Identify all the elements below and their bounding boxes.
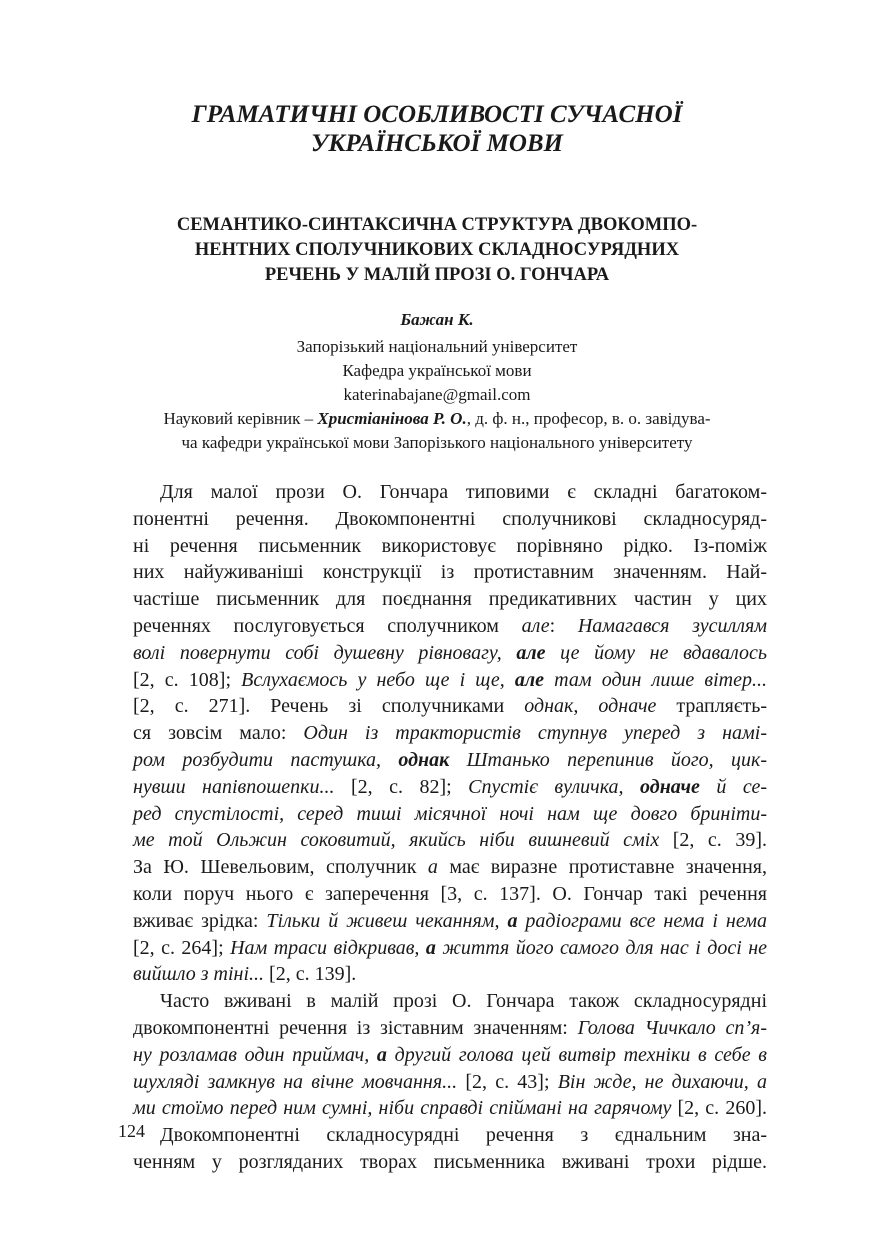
text-line — [133, 908, 767, 935]
section-title-line: УКРАЇНСЬКОЇ МОВИ — [310, 130, 563, 157]
section-title-line: ГРАМАТИЧНІ ОСОБЛИВОСТІ СУЧАСНОЇ — [191, 101, 683, 128]
italic-quote: але — [521, 614, 550, 637]
text-line — [133, 1095, 767, 1122]
italic-quote: радіограми все нема і нема — [517, 909, 767, 932]
page-number: 124 — [118, 1121, 145, 1141]
text-line — [133, 586, 767, 613]
text-segment: Часто вживані в малій прозі О. Гончара також складносурядні — [160, 990, 767, 1013]
italic-quote: Один із трактористів ступнув уперед з намі- — [303, 722, 767, 745]
supervisor-prefix: Науковий керівник – — [163, 409, 318, 428]
text-line — [133, 827, 767, 854]
text-segment: вживає зрідка: — [133, 909, 267, 932]
italic-quote: другий голова цей витвір техніки в себе в — [386, 1043, 767, 1066]
text-line — [133, 854, 767, 881]
bold-conjunction: однак — [398, 748, 450, 771]
text-segment: [2, с. 271]. Речень зі сполучниками — [133, 695, 525, 718]
text-line — [133, 935, 767, 962]
text-segment: [2, с. 264]; — [133, 936, 231, 959]
article-title-line: РЕЧЕНЬ У МАЛІЙ ПРОЗІ О. ГОНЧАРА — [264, 265, 610, 285]
section-title — [0, 100, 874, 158]
text-segment: понентні речення. Двокомпонентні сполучникові складносуряд- — [133, 507, 767, 530]
supervisor-line — [0, 407, 874, 431]
affiliation — [0, 335, 874, 455]
text-line — [133, 1042, 767, 1069]
italic-quote: ме той Ольжин соковитий, якийсь ніби вишневий сміх — [133, 829, 660, 852]
text-segment: трапляєть- — [656, 695, 767, 718]
italic-quote: а — [427, 856, 438, 879]
bold-conjunction: а — [507, 909, 518, 932]
italic-quote: Голова Чичкало сп’я- — [577, 1016, 767, 1039]
bold-conjunction: одначе — [640, 775, 700, 798]
article-title-line: НЕНТНИХ СПОЛУЧНИКОВИХ СКЛАДНОСУРЯДНИХ — [194, 240, 680, 260]
italic-quote: там один лише вітер... — [544, 668, 767, 691]
text-line — [133, 1122, 767, 1149]
text-segment: Для малої прози О. Гончара типовими є складні багатоком- — [160, 481, 767, 503]
text-line — [133, 693, 767, 720]
supervisor-name: Христіанінова Р. О. — [317, 409, 467, 428]
department: Кафедра української мови — [342, 361, 532, 380]
text-segment: має виразне протиставне значення, — [437, 856, 767, 879]
italic-quote: й се- — [699, 775, 767, 798]
university: Запорізький національний університет — [296, 337, 578, 356]
text-segment: [2, с. 39]. — [659, 829, 767, 852]
italic-quote: Спустіє вуличка, — [468, 775, 641, 798]
text-line — [133, 640, 767, 667]
italic-quote: нувши напівпошепки... — [133, 775, 335, 798]
italic-quote: це йому не вдавалось — [545, 641, 767, 664]
bold-conjunction: але — [516, 641, 546, 664]
bold-conjunction: але — [514, 668, 544, 691]
supervisor-line-2: ча кафедри української мови Запорізького національного університету — [181, 433, 693, 452]
text-segment: реченнях послуговується сполучником — [133, 614, 522, 637]
italic-quote: Намагався зусиллям — [577, 614, 768, 637]
italic-quote: Він жде, не дихаючи, а — [557, 1070, 767, 1093]
text-segment: ся зовсім мало: — [133, 722, 304, 745]
italic-quote: ну розламав один приймач, — [133, 1043, 377, 1066]
italic-quote: Тільки й живеш чеканням, — [266, 909, 508, 932]
text-line — [133, 1069, 767, 1096]
text-line — [133, 506, 767, 533]
author-name: Бажан К. — [400, 310, 474, 329]
text-line — [133, 533, 767, 560]
italic-quote: вийшло з тіні... — [133, 963, 265, 986]
body-text — [133, 479, 767, 1176]
email[interactable]: katerinabajane@gmail.com — [343, 385, 531, 404]
text-segment: [2, с. 260]. — [671, 1097, 767, 1120]
italic-quote: ред спустілості, серед тиші місячної ночі нам ще довго бриніти- — [133, 802, 767, 825]
text-segment: Двокомпонентні складносурядні речення з єднальним зна- — [160, 1124, 767, 1147]
supervisor-credentials: , д. ф. н., професор, в. о. завідува- — [466, 409, 711, 428]
text-segment: частіше письменник для поєднання предикативних частин у цих — [133, 588, 767, 611]
text-line — [133, 720, 767, 747]
bold-conjunction: а — [376, 1043, 387, 1066]
text-line — [133, 961, 767, 988]
text-segment: [2, с. 108]; — [133, 668, 242, 691]
italic-quote: ром розбудити пастушка, — [133, 748, 399, 771]
bold-conjunction: а — [425, 936, 436, 959]
text-line — [133, 1015, 767, 1042]
text-segment: ченням у розгляданих творах письменника вживані трохи рідше. — [133, 1150, 767, 1173]
italic-quote: Нам траси відкривав, — [230, 936, 426, 959]
italic-quote: життя його самого для нас і досі не — [435, 936, 767, 959]
text-line — [133, 559, 767, 586]
text-line — [133, 801, 767, 828]
article-title-line: СЕМАНТИКО-СИНТАКСИЧНА СТРУКТУРА ДВОКОМПО- — [176, 215, 698, 235]
text-line — [133, 881, 767, 908]
italic-quote: Вслухаємось у небо ще і ще, — [241, 668, 515, 691]
text-segment: : — [549, 614, 578, 637]
text-line — [133, 988, 767, 1015]
text-segment: [2, с. 139]. — [264, 963, 357, 986]
text-segment: ні речення письменник використовує порівняно рідко. Із-поміж — [133, 534, 767, 557]
text-line — [133, 667, 767, 694]
italic-quote: однак, одначе — [524, 695, 657, 718]
text-segment: них найуживаніші конструкції із протиставним значенням. Най- — [133, 561, 767, 584]
italic-quote: ми стоїмо перед ним сумні, ніби справді спіймані на гарячому — [133, 1097, 672, 1120]
text-line — [133, 1149, 767, 1176]
text-line — [133, 774, 767, 801]
text-line — [133, 613, 767, 640]
italic-quote: Штанько перепинив його, цик- — [449, 748, 767, 771]
italic-quote: волі повернути собі душевну рівновагу, — [133, 641, 517, 664]
italic-quote: шухляді замкнув на вічне мовчання... — [133, 1070, 458, 1093]
text-line — [133, 479, 767, 506]
text-segment: [2, с. 43]; — [457, 1070, 558, 1093]
text-segment: [2, с. 82]; — [334, 775, 469, 798]
text-segment: За Ю. Шевельовим, сполучник — [133, 856, 428, 879]
article-title — [0, 213, 874, 288]
text-segment: коли поруч нього є заперечення [3, с. 137]. О. Гончар такі речення — [133, 882, 767, 905]
text-segment: двокомпонентні речення із зіставним значенням: — [133, 1016, 578, 1039]
text-line — [133, 747, 767, 774]
